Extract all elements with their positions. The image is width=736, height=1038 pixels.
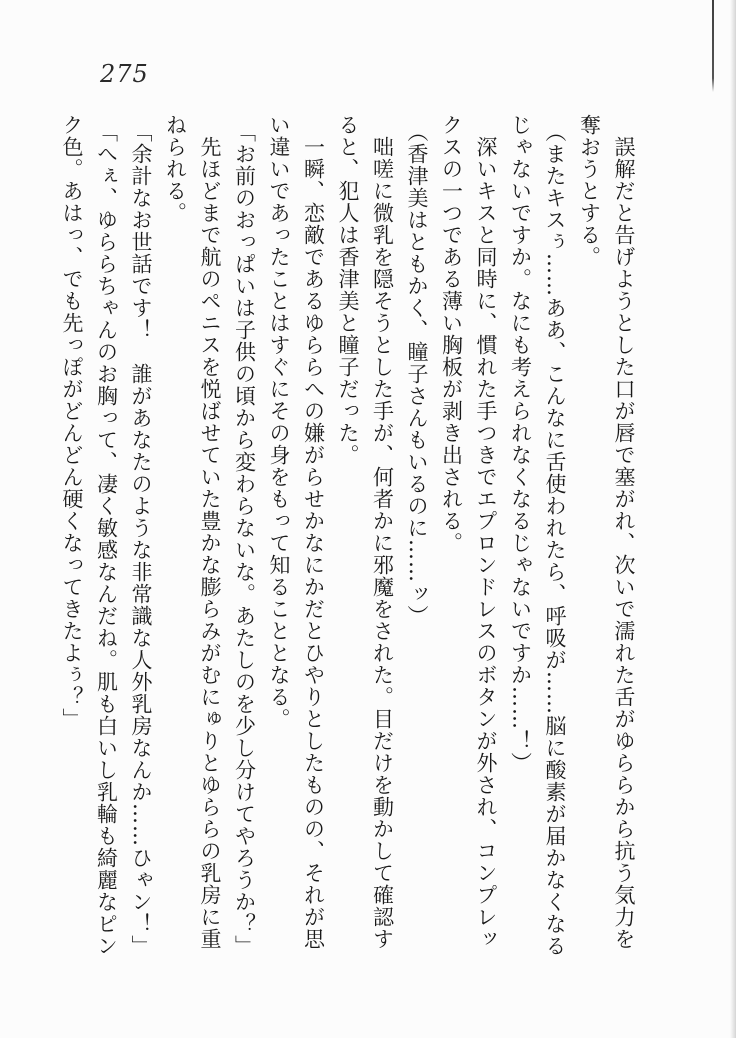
text-line: 誤解だと告げようとした口が唇で塞がれ、次いで濡れた舌がゆららから抗う気力を (612, 136, 636, 950)
text-line: 「お前のおっぱいは子供の頃から変わらないな。あたしのを少し分けてやろうか？」 (232, 121, 257, 957)
scan-artifact-line (712, 0, 714, 92)
text-line: （香津美はともかく、瞳子さんもいるのに……ッ） (405, 121, 429, 627)
text-line: 深いキスと同時に、慣れた手つきでエプロンドレスのボタンが外され、コンプレッ (474, 136, 498, 950)
text-line: ク色。あはっ、でも先っぽがどんどん硬くなってきたよぅ？」 (60, 114, 84, 730)
text-line: 「へぇ、ゆららちゃんのお胸って、凄く敏感なんだね。肌も白いし乳輪も綺麗なピン (94, 121, 119, 957)
text-line: 一瞬、恋敵であるゆららへの嫌がらせかなにかだとひやりとしたものの、それが思 (301, 136, 326, 950)
text-line: ねられる。 (163, 114, 188, 224)
text-line: 咄嗟に微乳を隠そうとした手が、何者かに邪魔をされた。目だけを動かして確認す (370, 136, 395, 950)
text-line: クスの一つである薄い胸板が剥き出される。 (439, 114, 464, 554)
text-line: ると、犯人は香津美と瞳子だった。 (336, 114, 360, 466)
page-edge-shadow (730, 0, 736, 1038)
body-text (55, 114, 642, 986)
text-line: 奪おうとする。 (577, 114, 602, 268)
text-line: い違いであったことはすぐにその身をもって知ることとなる。 (267, 114, 291, 730)
text-line: 「余計なお世話です！ 誰があなたのような非常識な人外乳房なんか……ひゃン！」 (129, 121, 153, 957)
text-line: （またキスぅ……ああ、こんなに舌使われたら、呼吸が……脳に酸素が届かなくなる (543, 121, 567, 957)
text-line: じゃないですか。なにも考えられなくなるじゃないですか……！） (508, 114, 533, 774)
text-line: 先ほどまで航のペニスを悦ばせていた豊かな膨らみがむにゅりとゆららの乳房に重 (198, 136, 222, 950)
page-number: 275 (100, 60, 149, 88)
